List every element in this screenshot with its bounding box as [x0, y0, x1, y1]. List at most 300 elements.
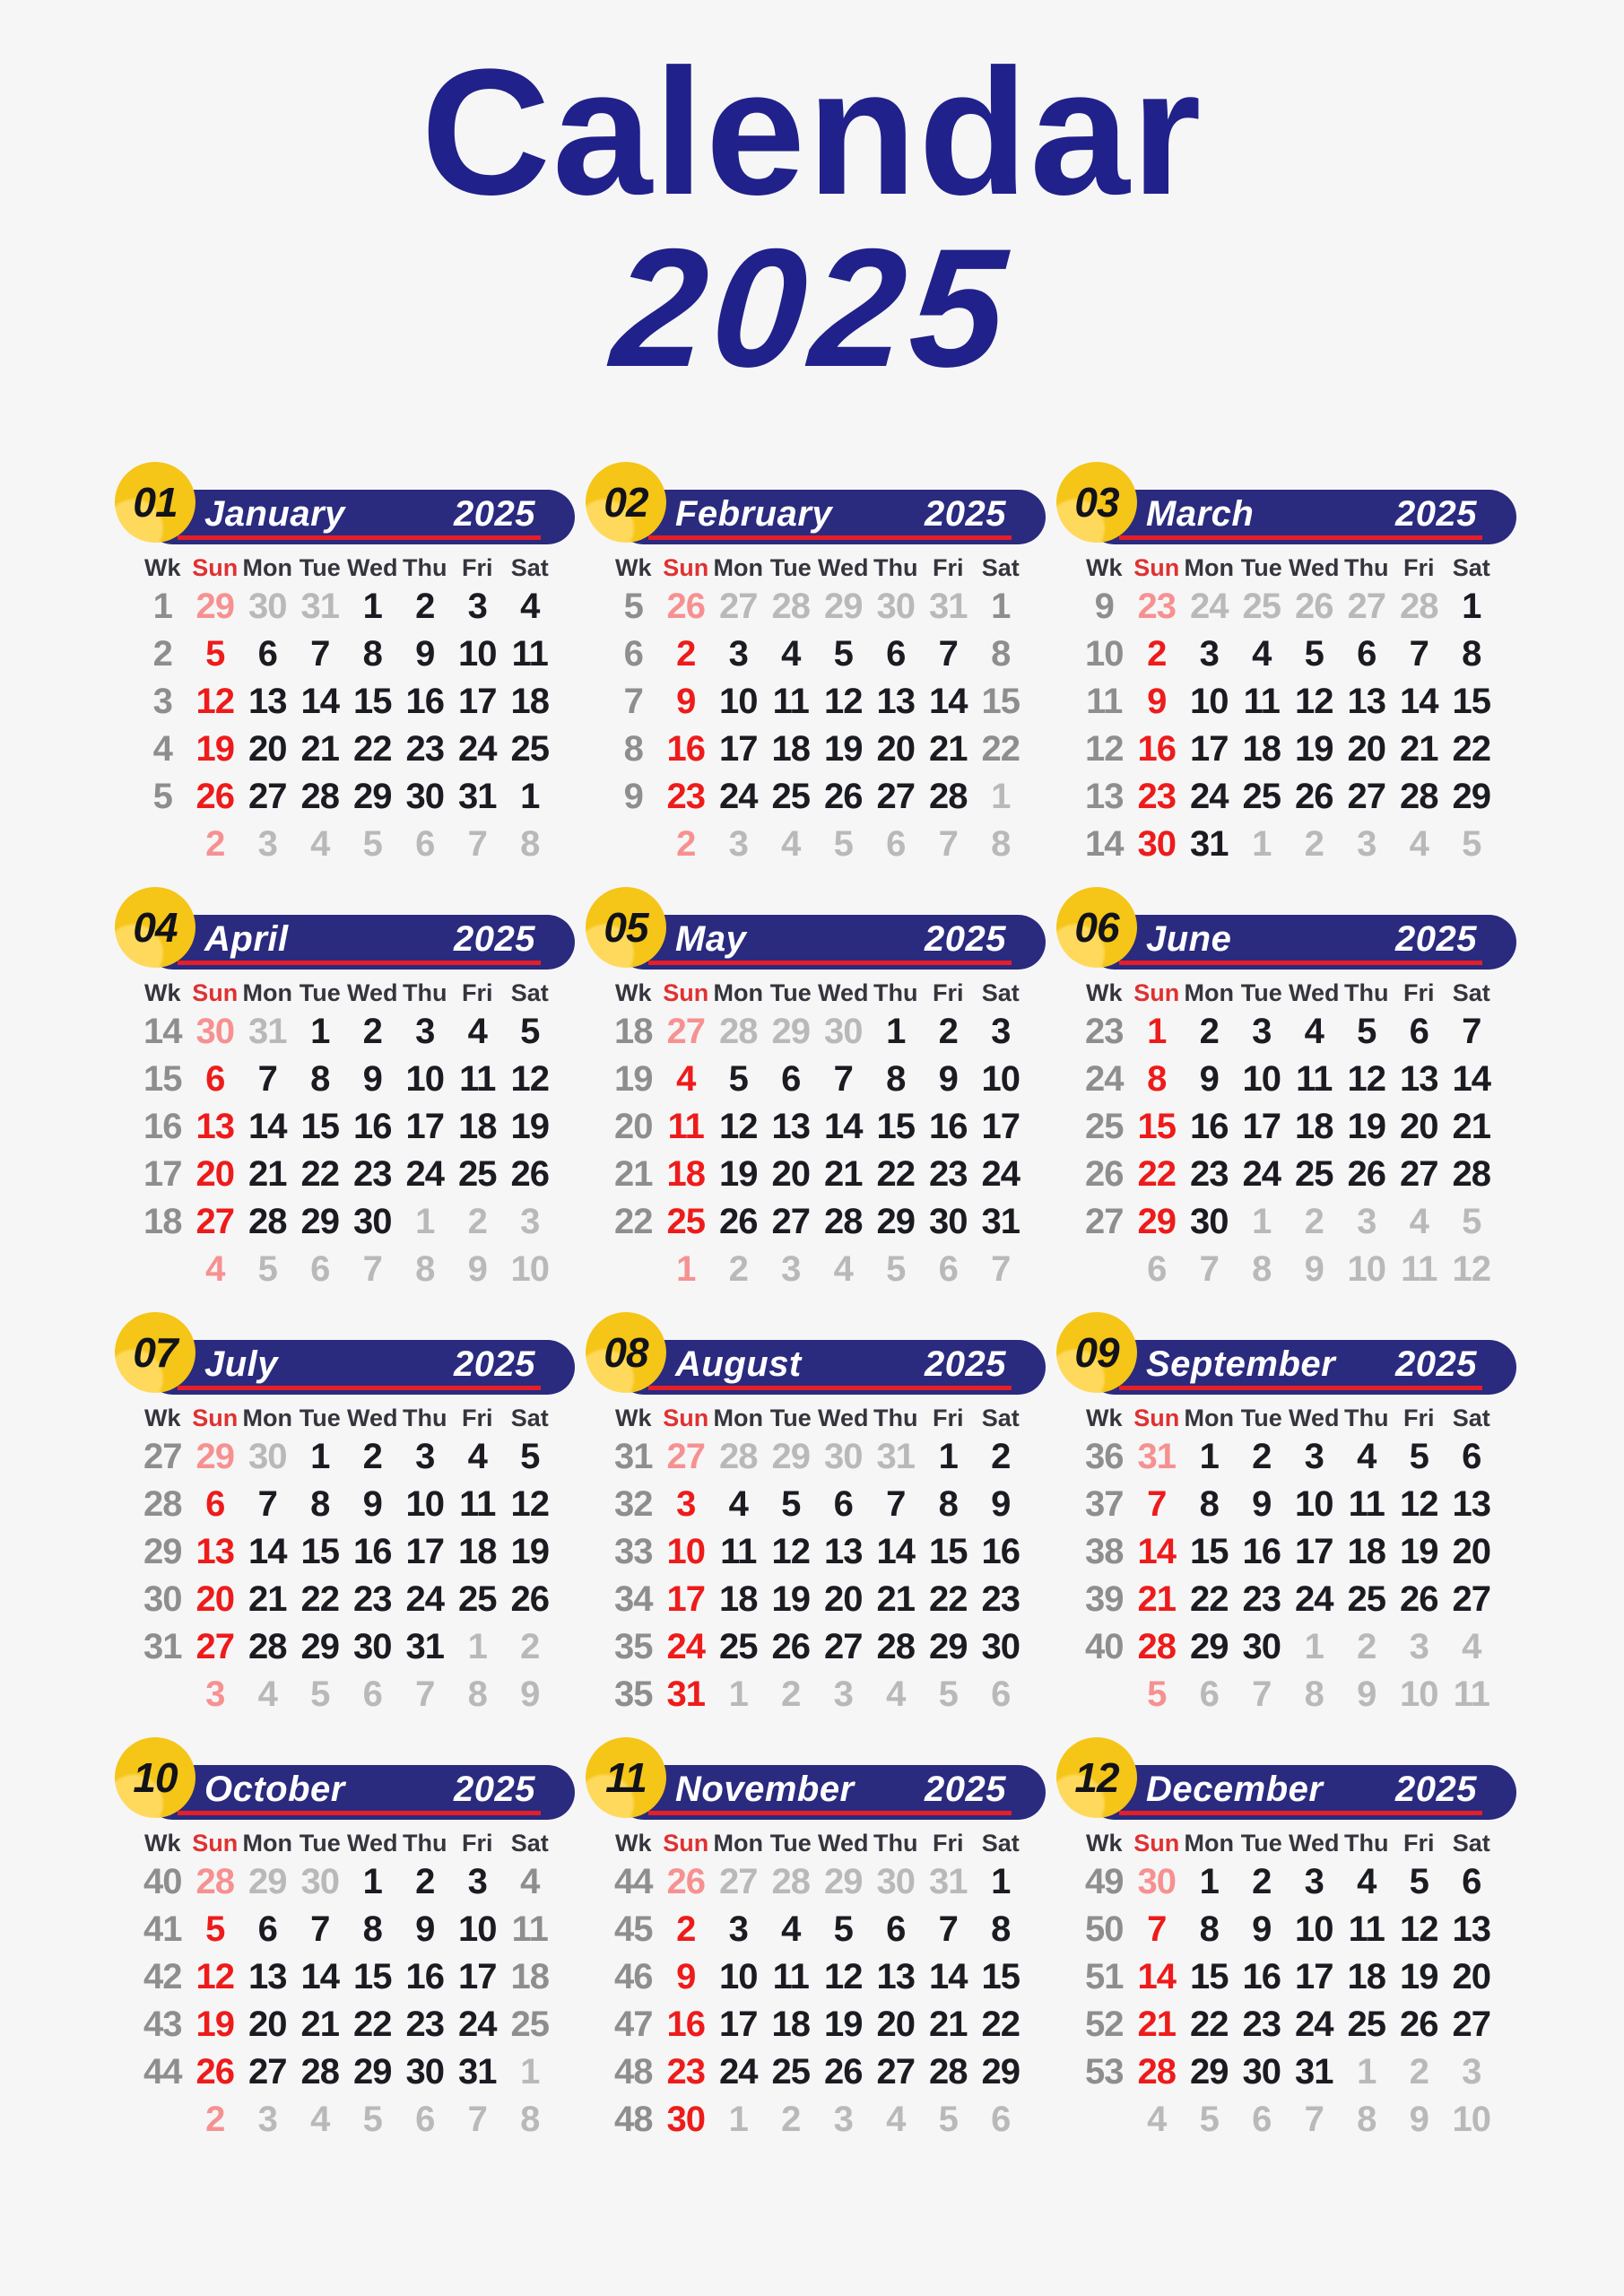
weekday-header-sun: Sun	[192, 1405, 239, 1431]
weekday-header-fri: Fri	[1403, 1405, 1435, 1431]
day-cell: 4	[833, 1249, 853, 1289]
day-cell: 20	[195, 1154, 234, 1194]
day-cell: 7	[1199, 1249, 1219, 1289]
weekday-header-fri: Fri	[932, 979, 964, 1006]
day-cell: 27	[771, 1202, 810, 1241]
day-cell: 13	[1347, 682, 1385, 721]
day-cell: 7	[938, 1909, 958, 1949]
week-number: 9	[623, 777, 643, 816]
weekday-header-tue: Tue	[769, 1405, 812, 1431]
day-cell: 2	[362, 1012, 382, 1051]
day-cell: 3	[676, 1484, 696, 1524]
weekday-header-row	[1078, 554, 1498, 582]
month-february	[586, 459, 1056, 884]
weekday-header-mon: Mon	[713, 554, 763, 581]
day-cell: 5	[1199, 2100, 1219, 2139]
day-cell: 11	[1296, 1059, 1333, 1099]
weekday-header-wk: Wk	[615, 1830, 652, 1857]
month-day-grid	[136, 1433, 556, 1718]
week-number: 43	[143, 2005, 182, 2044]
month-number: 04	[133, 904, 178, 951]
day-cell: 1	[728, 2100, 748, 2139]
day-cell: 26	[1400, 1579, 1438, 1619]
day-cell: 16	[405, 682, 444, 721]
day-cell: 18	[1242, 729, 1281, 769]
week-number: 39	[1085, 1579, 1124, 1619]
day-cell: 3	[520, 1202, 540, 1241]
day-cell: 30	[195, 1012, 234, 1051]
day-cell: 27	[876, 2052, 915, 2092]
week-row	[1078, 1246, 1498, 1293]
day-cell: 8	[467, 1674, 487, 1714]
weekday-header-mon: Mon	[242, 1405, 292, 1431]
day-cell: 28	[195, 1862, 234, 1901]
day-cell: 21	[248, 1579, 287, 1619]
day-cell: 27	[824, 1627, 863, 1666]
day-cell: 8	[362, 1909, 382, 1949]
weekday-header-row	[1078, 1405, 1498, 1432]
month-header-year: 2025	[925, 1344, 1006, 1384]
day-cell: 3	[781, 1249, 801, 1289]
day-cell: 1	[676, 1249, 696, 1289]
week-number: 16	[143, 1107, 182, 1146]
day-cell: 16	[929, 1107, 968, 1146]
day-cell: 1	[1252, 1202, 1272, 1241]
week-row	[136, 1576, 556, 1623]
day-cell: 6	[938, 1249, 958, 1289]
months-grid	[115, 459, 1527, 2160]
day-cell: 12	[824, 682, 863, 721]
day-cell: 9	[1357, 1674, 1376, 1714]
day-cell: 5	[362, 824, 382, 864]
day-cell: 5	[205, 1909, 225, 1949]
day-cell: 23	[405, 729, 444, 769]
day-cell: 29	[824, 587, 863, 626]
weekday-header-sun: Sun	[1133, 554, 1180, 581]
day-cell: 3	[728, 634, 748, 674]
day-cell: 29	[1137, 1202, 1176, 1241]
week-row	[607, 1528, 1027, 1576]
day-cell: 6	[1199, 1674, 1219, 1714]
weekday-header-thu: Thu	[873, 554, 918, 581]
month-header-november	[616, 1765, 1046, 1820]
week-row	[136, 1906, 556, 1953]
day-cell: 31	[1137, 1437, 1176, 1476]
day-cell: 21	[1137, 2005, 1176, 2044]
day-cell: 30	[1137, 824, 1176, 864]
month-number-badge-july	[115, 1312, 195, 1393]
day-cell: 4	[520, 587, 540, 626]
day-cell: 13	[876, 682, 915, 721]
day-cell: 7	[1252, 1674, 1272, 1714]
day-cell: 24	[719, 777, 758, 816]
day-cell: 3	[728, 824, 748, 864]
day-cell: 8	[938, 1484, 958, 1524]
day-cell: 5	[1304, 634, 1324, 674]
day-cell: 12	[510, 1059, 549, 1099]
day-cell: 17	[981, 1107, 1020, 1146]
day-cell: 1	[991, 587, 1011, 626]
day-cell: 11	[511, 634, 548, 674]
week-row	[1078, 1008, 1498, 1056]
month-day-grid	[1078, 583, 1498, 868]
day-cell: 4	[205, 1249, 225, 1289]
day-cell: 23	[1242, 2005, 1281, 2044]
day-cell: 1	[886, 1012, 906, 1051]
day-cell: 14	[248, 1107, 287, 1146]
day-cell: 6	[257, 634, 277, 674]
week-row	[1078, 631, 1498, 678]
day-cell: 1	[1357, 2052, 1376, 2092]
day-cell: 9	[1147, 682, 1167, 721]
day-cell: 18	[510, 1957, 549, 1996]
week-number: 46	[614, 1957, 653, 1996]
day-cell: 15	[981, 682, 1020, 721]
day-cell: 22	[981, 729, 1020, 769]
week-number: 29	[143, 1532, 182, 1571]
week-number: 44	[614, 1862, 653, 1901]
weekday-header-wed: Wed	[1288, 554, 1340, 581]
weekday-header-wed: Wed	[1288, 979, 1340, 1006]
week-number: 51	[1085, 1957, 1124, 1996]
day-cell: 22	[981, 2005, 1020, 2044]
day-cell: 18	[771, 2005, 810, 2044]
month-day-grid	[136, 583, 556, 868]
day-cell: 31	[981, 1202, 1020, 1241]
day-cell: 27	[1400, 1154, 1438, 1194]
day-cell: 3	[257, 2100, 277, 2139]
day-cell: 29	[929, 1627, 968, 1666]
weekday-header-sat: Sat	[1452, 1405, 1490, 1431]
weekday-header-thu: Thu	[403, 554, 447, 581]
day-cell: 16	[666, 2005, 705, 2044]
day-cell: 26	[1295, 777, 1333, 816]
day-cell: 4	[1147, 2100, 1167, 2139]
day-cell: 19	[195, 729, 234, 769]
day-cell: 10	[458, 634, 497, 674]
day-cell: 27	[248, 2052, 287, 2092]
day-cell: 26	[771, 1627, 810, 1666]
day-cell: 6	[1462, 1862, 1481, 1901]
day-cell: 25	[771, 2052, 810, 2092]
day-cell: 10	[405, 1059, 444, 1099]
weekday-header-thu: Thu	[1344, 1405, 1389, 1431]
day-cell: 11	[1348, 1484, 1385, 1524]
week-number: 45	[614, 1909, 653, 1949]
day-cell: 2	[676, 634, 696, 674]
day-cell: 7	[1147, 1909, 1167, 1949]
day-cell: 20	[771, 1154, 810, 1194]
day-cell: 8	[310, 1059, 330, 1099]
weekday-header-sun: Sun	[1133, 979, 1180, 1006]
weekday-header-row	[136, 1405, 556, 1432]
month-header-year: 2025	[454, 919, 535, 959]
week-row	[136, 2096, 556, 2144]
week-number: 27	[1085, 1202, 1124, 1241]
day-cell: 8	[415, 1249, 435, 1289]
month-header-may	[616, 915, 1046, 970]
day-cell: 14	[248, 1532, 287, 1571]
day-cell: 5	[1147, 1674, 1167, 1714]
weekday-header-sun: Sun	[192, 1830, 239, 1857]
day-cell: 26	[195, 2052, 234, 2092]
day-cell: 3	[467, 1862, 487, 1901]
day-cell: 10	[1295, 1909, 1333, 1949]
weekday-header-thu: Thu	[1344, 979, 1389, 1006]
week-number: 32	[614, 1484, 653, 1524]
day-cell: 23	[666, 777, 705, 816]
weekday-header-fri: Fri	[932, 554, 964, 581]
day-cell: 18	[458, 1107, 497, 1146]
weekday-header-sat: Sat	[1452, 979, 1490, 1006]
day-cell: 29	[1452, 777, 1490, 816]
week-row	[1078, 2096, 1498, 2144]
month-day-grid	[136, 1008, 556, 1293]
week-number: 7	[623, 682, 643, 721]
week-number: 24	[1085, 1059, 1124, 1099]
month-number: 12	[1074, 1754, 1119, 1801]
month-number-badge-january	[115, 462, 195, 543]
week-row	[607, 1198, 1027, 1246]
day-cell: 15	[1137, 1107, 1176, 1146]
week-number: 6	[623, 634, 643, 674]
weekday-header-tue: Tue	[299, 1405, 341, 1431]
day-cell: 3	[205, 1674, 225, 1714]
day-cell: 10	[719, 682, 758, 721]
week-row	[1078, 726, 1498, 773]
day-cell: 8	[991, 824, 1011, 864]
month-number: 02	[604, 479, 648, 526]
day-cell: 4	[886, 2100, 906, 2139]
day-cell: 2	[467, 1202, 487, 1241]
week-row	[1078, 583, 1498, 631]
weekday-header-fri: Fri	[461, 554, 493, 581]
week-number: 28	[143, 1484, 182, 1524]
weekday-header-sat: Sat	[510, 1405, 549, 1431]
day-cell: 13	[195, 1532, 234, 1571]
weekday-header-sat: Sat	[510, 554, 549, 581]
day-cell: 1	[991, 1862, 1011, 1901]
day-cell: 5	[886, 1249, 906, 1289]
week-number: 3	[152, 682, 172, 721]
day-cell: 9	[676, 1957, 696, 1996]
day-cell: 29	[771, 1437, 810, 1476]
day-cell: 25	[719, 1627, 758, 1666]
day-cell: 3	[1357, 824, 1376, 864]
day-cell: 12	[1400, 1909, 1438, 1949]
header-underline	[648, 535, 1012, 540]
day-cell: 5	[938, 1674, 958, 1714]
day-cell: 9	[991, 1484, 1011, 1524]
day-cell: 11	[720, 1532, 757, 1571]
week-number: 21	[614, 1154, 653, 1194]
month-header-march	[1087, 490, 1516, 544]
day-cell: 5	[1357, 1012, 1376, 1051]
weekday-header-row	[1078, 979, 1498, 1007]
day-cell: 18	[1347, 1532, 1385, 1571]
day-cell: 28	[929, 777, 968, 816]
week-row	[136, 1858, 556, 1906]
day-cell: 28	[929, 2052, 968, 2092]
month-number-badge-may	[586, 887, 666, 968]
day-cell: 1	[991, 777, 1011, 816]
day-cell: 1	[310, 1012, 330, 1051]
week-row	[607, 1056, 1027, 1103]
day-cell: 25	[458, 1154, 497, 1194]
weekday-header-sun: Sun	[663, 1405, 709, 1431]
day-cell: 12	[195, 682, 234, 721]
day-cell: 20	[1347, 729, 1385, 769]
day-cell: 19	[1400, 1957, 1438, 1996]
day-cell: 10	[1295, 1484, 1333, 1524]
day-cell: 8	[362, 634, 382, 674]
day-cell: 30	[300, 1862, 339, 1901]
day-cell: 5	[1462, 824, 1481, 864]
week-number: 18	[614, 1012, 653, 1051]
weekday-header-sat: Sat	[1452, 554, 1490, 581]
weekday-header-wed: Wed	[817, 1405, 869, 1431]
weekday-header-thu: Thu	[1344, 554, 1389, 581]
day-cell: 26	[195, 777, 234, 816]
week-number: 31	[614, 1437, 653, 1476]
day-cell: 23	[353, 1154, 392, 1194]
weekday-header-thu: Thu	[873, 1405, 918, 1431]
weekday-header-tue: Tue	[1240, 979, 1282, 1006]
day-cell: 4	[728, 1484, 748, 1524]
day-cell: 9	[676, 682, 696, 721]
weekday-header-wed: Wed	[817, 554, 869, 581]
day-cell: 27	[719, 587, 758, 626]
day-cell: 11	[1453, 1674, 1489, 1714]
week-number: 8	[623, 729, 643, 769]
day-cell: 3	[833, 2100, 853, 2139]
week-number: 47	[614, 2005, 653, 2044]
month-november	[586, 1735, 1056, 2160]
day-cell: 25	[1347, 1579, 1385, 1619]
weekday-header-mon: Mon	[1184, 554, 1234, 581]
day-cell: 7	[415, 1674, 435, 1714]
day-cell: 13	[248, 682, 287, 721]
day-cell: 2	[1304, 824, 1324, 864]
weekday-header-sun: Sun	[663, 979, 709, 1006]
week-number: 36	[1085, 1437, 1124, 1476]
day-cell: 11	[511, 1909, 548, 1949]
day-cell: 25	[771, 777, 810, 816]
day-cell: 2	[1304, 1202, 1324, 1241]
month-header-year: 2025	[1395, 919, 1477, 959]
month-april	[115, 884, 586, 1309]
day-cell: 18	[1295, 1107, 1333, 1146]
day-cell: 27	[1452, 1579, 1490, 1619]
day-cell: 23	[929, 1154, 968, 1194]
day-cell: 16	[353, 1532, 392, 1571]
week-row	[1078, 773, 1498, 821]
week-number: 33	[614, 1532, 653, 1571]
day-cell: 24	[1190, 587, 1229, 626]
day-cell: 17	[1190, 729, 1229, 769]
week-row	[607, 1858, 1027, 1906]
day-cell: 31	[929, 1862, 968, 1901]
week-number: 40	[1085, 1627, 1124, 1666]
day-cell: 5	[1409, 1862, 1429, 1901]
day-cell: 15	[1190, 1957, 1229, 1996]
week-number: 4	[152, 729, 172, 769]
week-row	[607, 821, 1027, 868]
day-cell: 8	[310, 1484, 330, 1524]
day-cell: 1	[1252, 824, 1272, 864]
header-underline	[178, 535, 541, 540]
week-number: 49	[1085, 1862, 1124, 1901]
week-number: 38	[1085, 1532, 1124, 1571]
month-header-december	[1087, 1765, 1516, 1820]
day-cell: 29	[248, 1862, 287, 1901]
month-name: December	[1146, 1770, 1324, 1809]
day-cell: 21	[876, 1579, 915, 1619]
day-cell: 20	[1452, 1957, 1490, 1996]
day-cell: 3	[1462, 2052, 1481, 2092]
day-cell: 8	[520, 824, 540, 864]
day-cell: 20	[248, 729, 287, 769]
day-cell: 29	[300, 1627, 339, 1666]
month-name: August	[675, 1344, 802, 1384]
week-row	[607, 2096, 1027, 2144]
day-cell: 27	[1452, 2005, 1490, 2044]
week-row	[1078, 1528, 1498, 1576]
day-cell: 3	[1304, 1862, 1324, 1901]
day-cell: 3	[991, 1012, 1011, 1051]
header-underline	[648, 1811, 1012, 1815]
weekday-header-row	[607, 554, 1027, 582]
weekday-header-sun: Sun	[192, 554, 239, 581]
day-cell: 1	[520, 2052, 540, 2092]
day-cell: 16	[1242, 1532, 1281, 1571]
day-cell: 29	[876, 1202, 915, 1241]
day-cell: 9	[415, 634, 435, 674]
week-number: 19	[614, 1059, 653, 1099]
day-cell: 20	[824, 1579, 863, 1619]
day-cell: 11	[667, 1107, 704, 1146]
week-row	[1078, 1953, 1498, 2001]
day-cell: 2	[415, 1862, 435, 1901]
day-cell: 14	[876, 1532, 915, 1571]
weekday-header-thu: Thu	[873, 1830, 918, 1857]
week-row	[136, 631, 556, 678]
month-header-october	[145, 1765, 575, 1820]
month-header-year: 2025	[1395, 1344, 1477, 1384]
day-cell: 1	[1199, 1437, 1219, 1476]
day-cell: 18	[771, 729, 810, 769]
day-cell: 27	[1347, 777, 1385, 816]
month-day-grid	[607, 1433, 1027, 1718]
day-cell: 8	[1199, 1909, 1219, 1949]
month-name: March	[1146, 494, 1255, 534]
month-day-grid	[1078, 1858, 1498, 2144]
week-row	[136, 1008, 556, 1056]
month-header-year: 2025	[454, 494, 535, 534]
week-row	[607, 1481, 1027, 1528]
day-cell: 3	[415, 1437, 435, 1476]
week-row	[136, 1246, 556, 1293]
month-number-badge-november	[586, 1737, 666, 1818]
day-cell: 6	[781, 1059, 801, 1099]
month-day-grid	[136, 1858, 556, 2144]
day-cell: 30	[353, 1627, 392, 1666]
day-cell: 10	[458, 1909, 497, 1949]
day-cell: 29	[824, 1862, 863, 1901]
day-cell: 22	[1190, 1579, 1229, 1619]
day-cell: 25	[1242, 587, 1281, 626]
week-row	[607, 1008, 1027, 1056]
